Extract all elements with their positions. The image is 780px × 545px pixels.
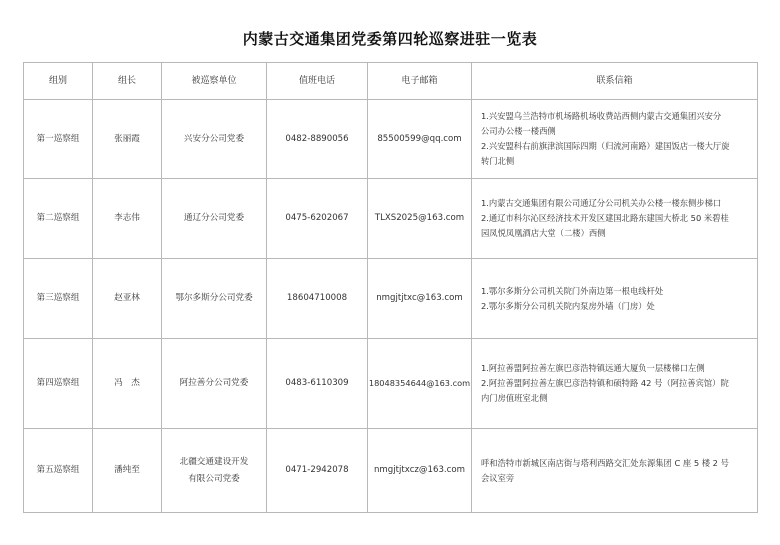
email-cell: nmgjtjtxcz@163.com [368, 429, 472, 513]
mailbox-line: 园凤悦凤凰酒店大堂（二楼）西侧 [481, 228, 606, 238]
unit-line: 通辽分公司党委 [183, 213, 245, 223]
mailbox-line: 1.内蒙古交通集团有限公司通辽分公司机关办公楼一楼东侧步梯口 [481, 198, 722, 208]
mailbox-cell [472, 339, 758, 429]
header-email: 电子邮箱 [368, 63, 472, 100]
group-cell: 第一巡察组 [24, 100, 93, 179]
unit-cell [162, 339, 267, 429]
mailbox-line: 会议室旁 [481, 472, 515, 483]
unit-cell [162, 179, 267, 259]
mailbox-cell [472, 100, 758, 179]
header-phone: 值班电话 [267, 63, 368, 100]
page-title: 内蒙古交通集团党委第四轮巡察进驻一览表 [242, 30, 538, 48]
table-row [24, 100, 758, 179]
leader-cell: 赵亚林 [93, 259, 162, 339]
leader-cell: 潘纯至 [93, 429, 162, 513]
mailbox-cell [472, 179, 758, 259]
phone-cell: 0483-6110309 [267, 339, 368, 429]
phone-cell: 0482-8890056 [267, 100, 368, 179]
group-cell: 第三巡察组 [24, 259, 93, 339]
email-cell: TLXS2025@163.com [368, 179, 472, 259]
email-cell: 85500599@qq.com [368, 100, 472, 179]
unit-cell [162, 259, 267, 339]
mailbox-line: 内门房值班室北侧 [481, 393, 548, 403]
leader-cell: 冯 杰 [93, 339, 162, 429]
leader-cell: 张丽霞 [93, 100, 162, 179]
mailbox-line: 1.阿拉善盟阿拉善左旗巴彦浩特镇远通大厦负一层楼梯口左侧 [481, 363, 705, 373]
unit-cell [162, 100, 267, 179]
email-cell: 18048354644@163.com [368, 339, 472, 429]
unit-line: 北疆交通建设开发 [179, 456, 249, 467]
phone-cell: 18604710008 [267, 259, 368, 339]
header-group: 组别 [24, 63, 93, 100]
group-cell: 第五巡察组 [24, 429, 93, 513]
email-cell: nmgjtjtxc@163.com [368, 259, 472, 339]
mailbox-line: 2.鄂尔多斯分公司机关院内泵房外墙（门房）处 [481, 300, 655, 311]
mailbox-line: 1.兴安盟乌兰浩特市机场路机场收费站西侧内蒙古交通集团兴安分 [481, 111, 722, 121]
mailbox-line: 公司办公楼一楼西侧 [481, 126, 556, 136]
header-leader: 组长 [93, 63, 162, 100]
table-row [24, 259, 758, 339]
mailbox-cell [472, 429, 758, 513]
phone-cell: 0471-2942078 [267, 429, 368, 513]
mailbox-cell [472, 259, 758, 339]
unit-line: 阿拉善分公司党委 [179, 378, 249, 388]
table-row [24, 179, 758, 259]
mailbox-line: 2.通辽市科尔沁区经济技术开发区建国北路东建国大桥北 50 米碧桂 [481, 213, 729, 223]
phone-cell: 0475-6202067 [267, 179, 368, 259]
inspection-table [23, 62, 758, 513]
unit-line: 有限公司党委 [188, 473, 240, 484]
mailbox-line: 呼和浩特市新城区南店街与塔利西路交汇处东源集团 C 座 5 楼 2 号 [481, 457, 729, 468]
mailbox-line: 2.兴安盟科右前旗津滨国际四期（归流河南路）建国饭店一楼大厅旋 [481, 141, 730, 151]
header-mailbox: 联系信箱 [472, 63, 758, 100]
unit-line: 兴安分公司党委 [183, 133, 245, 144]
unit-cell [162, 429, 267, 513]
group-cell: 第四巡察组 [24, 339, 93, 429]
table-row [24, 429, 758, 513]
mailbox-line: 1.鄂尔多斯分公司机关院门外南边第一根电线杆处 [481, 285, 664, 296]
table-header-row [24, 63, 758, 100]
mailbox-line: 转门北侧 [481, 156, 515, 166]
unit-line: 鄂尔多斯分公司党委 [175, 293, 253, 303]
group-cell: 第二巡察组 [24, 179, 93, 259]
header-unit: 被巡察单位 [162, 63, 267, 100]
leader-cell: 李志伟 [93, 179, 162, 259]
table-row [24, 339, 758, 429]
mailbox-line: 2.阿拉善盟阿拉善左旗巴彦浩特镇和硕特路 42 号（阿拉善宾馆）院 [481, 378, 729, 388]
